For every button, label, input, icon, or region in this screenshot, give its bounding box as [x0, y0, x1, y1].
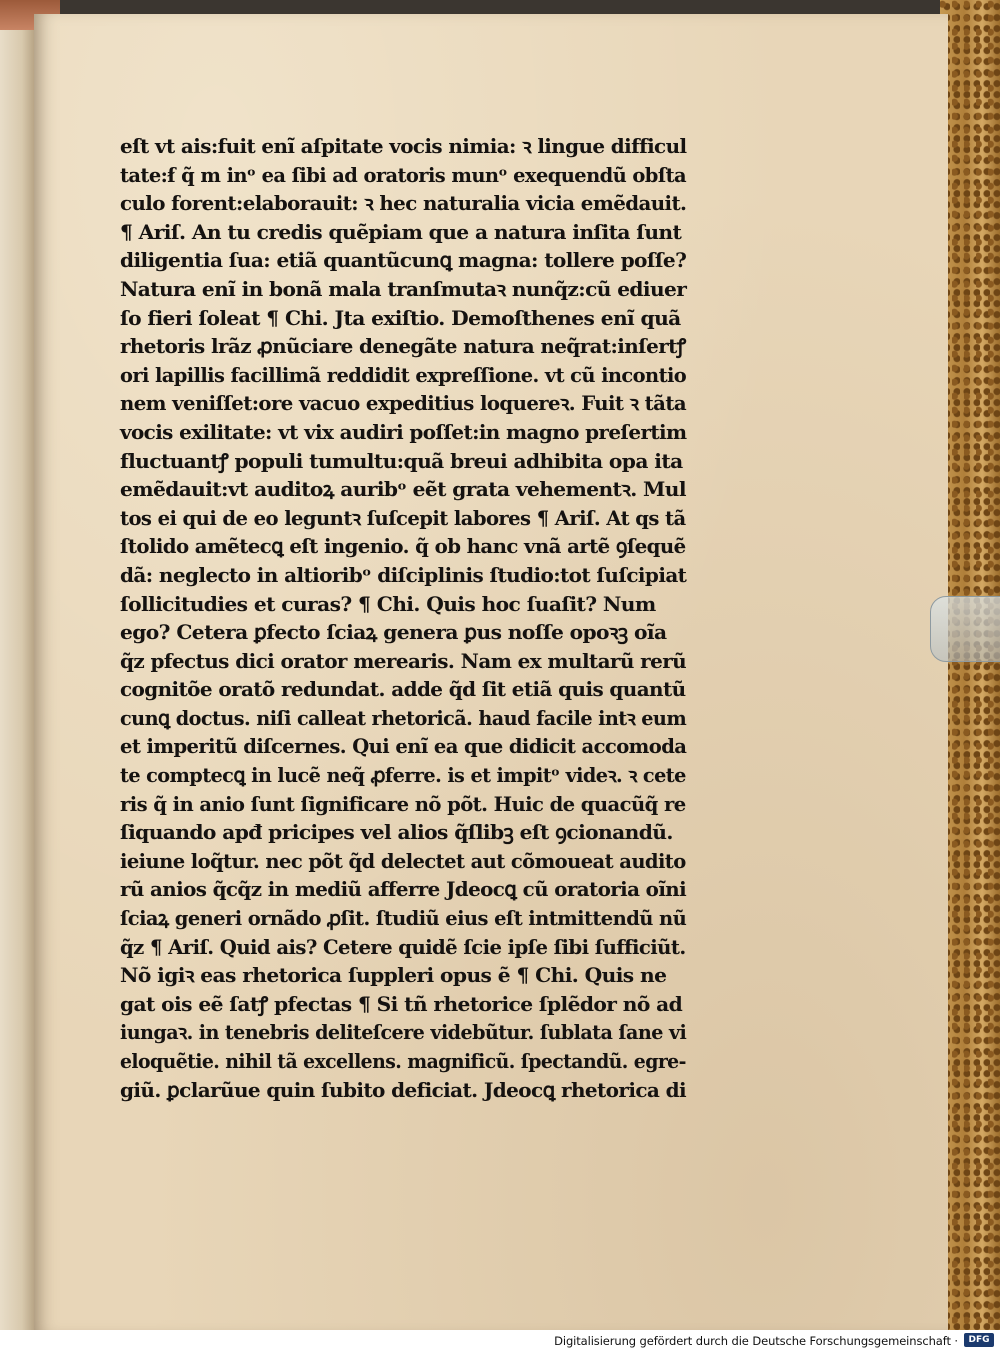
text-line: cognitõe oratõ redundat. adde q̃d ſit etiã quis quantũ: [120, 677, 686, 702]
book-page: [34, 14, 948, 1330]
text-line: cunꝗ doctus. niſi calleat rhetoricã. haud facile intꝛ eum: [120, 705, 687, 730]
text-line: rũ anios q̃cq̃z in mediũ afferre Jdeocꝗ cũ oratoria oĩni: [120, 877, 687, 902]
text-line: nem veniſſet:ore vacuo expeditius loquereꝛ. Fuit ꝛ tãta: [120, 391, 687, 416]
text-line: tos ei qui de eo leguntꝛ ſuſcepit labores ¶ Ariſ. At qs tã: [120, 505, 686, 530]
text-line: culo forent:elaborauit: ꝛ hec naturalia vicia emẽdauit.: [120, 191, 687, 216]
text-line: ori lapillis facillimã reddidit expreſſione. vt cũ incontio: [120, 362, 687, 387]
text-line: vocis exilitate: vt vix audiri poſſet:in magno preſertim: [120, 419, 687, 444]
text-line: Nõ igiꝛ eas rhetorica ſuppleri opus ẽ ¶ Chi. Quis ne: [120, 963, 667, 988]
text-line: Natura enĩ in bonã mala tranſmutaꝛ nunq̃z:cũ ediuer: [120, 276, 687, 301]
text-line: eloquẽtie. nihil tã excellens. magnificũ. ſpectandũ. egre-: [120, 1049, 686, 1073]
text-line: q̃z ¶ Ariſ. Quid ais? Cetere quidẽ ſcie ipſe ſibi ſufficiũt.: [120, 934, 686, 959]
text-line: ¶ Ariſ. An tu credis quẽpiam que a natura inſita ſunt: [120, 219, 682, 244]
text-line: dã: neglecto in altioribᵒ diſciplinis ſtudio:tot ſuſcipiat: [120, 562, 687, 587]
text-line: fluctuantꝭ populi tumultu:quã breui adhibita opa ita: [120, 448, 683, 473]
text-line: ſciaꝝ generi ornãdo ꝓſit. ſtudiũ eius eſt intmittendũ nũ: [120, 906, 687, 931]
page-clip: [930, 596, 1000, 662]
text-line: ſo fieri ſoleat ¶ Chi. Jta exiſtio. Demoſthenes enĩ quã: [120, 305, 681, 330]
text-line: ſiquando apđ pricipes vel alios q̃ſlibꝫ eſt ꝯcionandũ.: [120, 820, 673, 845]
text-line: te comptecꝗ in lucẽ neq̃ ꝓferre. is et impitᵒ videꝛ. ꝛ cete: [120, 763, 686, 788]
text-line: iungaꝛ. in tenebris deliteſcere videbũtur. ſublata ſane vi: [120, 1020, 687, 1045]
right-book-cover: [940, 0, 1000, 1330]
text-line: gat ois eẽ ſatꝭ pfectas ¶ Si tñ rhetorice ſplẽdor nõ ad: [120, 991, 683, 1016]
text-line: ſollicitudies et curas? ¶ Chi. Quis hoc ſuaſit? Num: [120, 591, 656, 616]
text-line: ieiune loq̃tur. nec põt q̃d delectet aut cõmoueat audito: [120, 848, 686, 873]
text-line: giũ. ꝑclarũue quin ſubito deficiat. Jdeocꝗ rhetorica di: [120, 1077, 687, 1102]
text-line: ego? Cetera ꝑfecto ſciaꝝ genera ꝑus noſſe opoꝛꝫ oĩa: [120, 620, 667, 645]
text-line: diligentia ſua: etiã quantũcunꝗ magna: tollere poſſe?: [120, 248, 687, 273]
text-line: ris q̃ in anio ſunt ſignificare nõ põt. Huic de quacũq̃ re: [120, 791, 686, 816]
text-line: rhetoris lrãz ꝓnũciare denegãte natura neq̃rat:inſertꝭ: [120, 334, 686, 359]
text-line: q̃z pfectus dici orator merearis. Nam ex multarũ rerũ: [120, 648, 687, 673]
footer-credit: Digitalisierung gefördert durch die Deutsche Forschungsgemeinschaft ·: [554, 1334, 958, 1348]
dfg-logo: DFG: [964, 1333, 994, 1347]
text-line: tate:ẜ q̃ m inᵒ ea ſibi ad oratoris munᵒ exequendũ obſta: [120, 162, 687, 187]
text-line: et imperitũ diſcernes. Qui enĩ ea que didicit accomoda: [120, 734, 687, 759]
text-block: [120, 132, 687, 1104]
text-line: ſtolido amẽtecꝗ eſt ingenio. q̃ ob hanc vnã artẽ ꝯſequẽ: [120, 534, 686, 559]
text-line: eſt vt ais:fuit enĩ aſpitate vocis nimia: ꝛ lingue difficul: [120, 134, 687, 158]
text-line: emẽdauit:vt auditoꝝ auribᵒ eẽt grata vehementꝛ. Mul: [120, 477, 686, 502]
